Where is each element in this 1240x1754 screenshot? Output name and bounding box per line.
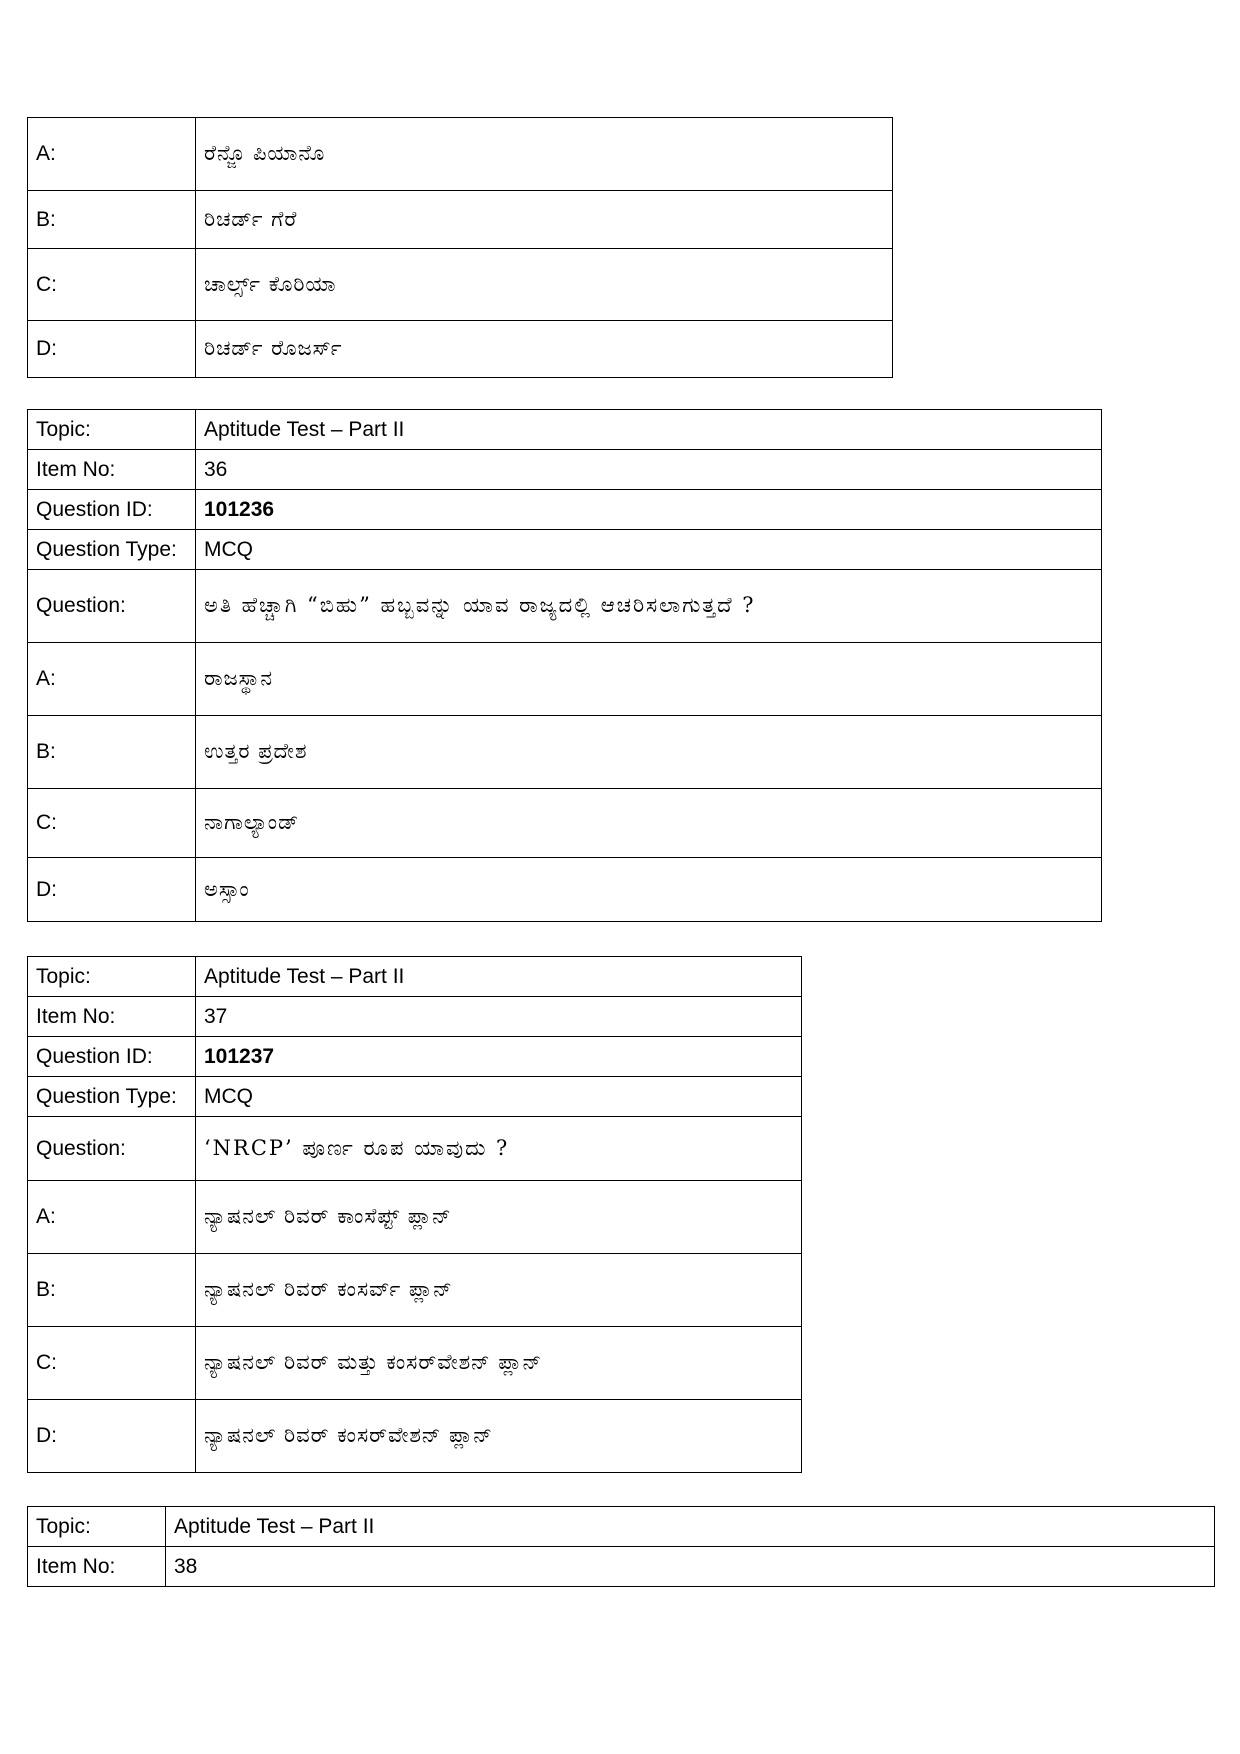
- topic-value: Aptitude Test – Part II: [196, 410, 1102, 450]
- item-no-value: 36: [196, 450, 1102, 490]
- question-label: Question:: [28, 570, 196, 643]
- question-type-label: Question Type:: [28, 530, 196, 570]
- question-type-row: [28, 1077, 802, 1117]
- question-type-label: Question Type:: [28, 1077, 196, 1117]
- option-label: D:: [28, 321, 196, 378]
- topic-label: Topic:: [28, 1507, 166, 1547]
- option-label: C:: [28, 789, 196, 858]
- question-36-table: [27, 409, 1102, 922]
- question-text: ‘NRCP’ ಪೂರ್ಣ ರೂಪ ಯಾವುದು ?: [196, 1117, 802, 1181]
- topic-row: [28, 957, 802, 997]
- question-id-row: [28, 1037, 802, 1077]
- option-row-a: [28, 643, 1102, 716]
- item-no-label: Item No:: [28, 450, 196, 490]
- option-text: ನ್ಯಾಷನಲ್ ರಿವರ್ ಕಂಸರ್‌ವೇಶನ್ ಪ್ಲಾನ್: [196, 1400, 802, 1473]
- option-text: ನ್ಯಾಷನಲ್ ರಿವರ್ ಕಾಂಸೆಪ್ಟ್ ಪ್ಲಾನ್: [196, 1181, 802, 1254]
- option-label: A:: [28, 643, 196, 716]
- option-text: ನ್ಯಾಷನಲ್ ರಿವರ್ ಮತ್ತು ಕಂಸರ್‌ವೇಶನ್ ಪ್ಲಾನ್: [196, 1327, 802, 1400]
- item-no-label: Item No:: [28, 1547, 166, 1587]
- option-label: D:: [28, 858, 196, 922]
- topic-value: Aptitude Test – Part II: [196, 957, 802, 997]
- option-text: ರಾಜಸ್ಥಾನ: [196, 643, 1102, 716]
- question-type-value: MCQ: [196, 530, 1102, 570]
- question-id-row: [28, 490, 1102, 530]
- option-label: B:: [28, 716, 196, 789]
- question-row: [28, 570, 1102, 643]
- option-text: ಅಸ್ಸಾಂ: [196, 858, 1102, 922]
- option-label: C:: [28, 1327, 196, 1400]
- option-row-b: [28, 191, 893, 249]
- option-label: C:: [28, 249, 196, 321]
- option-row-d: [28, 1400, 802, 1473]
- option-row-d: [28, 858, 1102, 922]
- item-no-row: [28, 997, 802, 1037]
- option-text: ರೆನ್ಜೊ ಪಿಯಾನೊ: [196, 118, 893, 191]
- option-row-d: [28, 321, 893, 378]
- option-row-c: [28, 789, 1102, 858]
- question-37-table: [27, 956, 802, 1473]
- option-label: A:: [28, 118, 196, 191]
- topic-value: Aptitude Test – Part II: [166, 1507, 1215, 1547]
- option-text: ನ್ಯಾಷನಲ್ ರಿವರ್ ಕಂಸರ್ವ್ ಪ್ಲಾನ್: [196, 1254, 802, 1327]
- item-no-row: [28, 450, 1102, 490]
- option-label: A:: [28, 1181, 196, 1254]
- item-no-row: [28, 1547, 1215, 1587]
- option-text: ಚಾರ್ಲ್ಸ್ ಕೊರಿಯಾ: [196, 249, 893, 321]
- question-row: [28, 1117, 802, 1181]
- question-id-label: Question ID:: [28, 1037, 196, 1077]
- previous-question-options-table: [27, 117, 893, 378]
- question-id-label: Question ID:: [28, 490, 196, 530]
- option-text: ರಿಚರ್ಡ್ ರೊಜರ್ಸ್: [196, 321, 893, 378]
- option-row-b: [28, 716, 1102, 789]
- question-type-value: MCQ: [196, 1077, 802, 1117]
- option-row-c: [28, 1327, 802, 1400]
- option-row-a: [28, 118, 893, 191]
- option-text: ನಾಗಾಲ್ಯಾಂಡ್: [196, 789, 1102, 858]
- option-row-b: [28, 1254, 802, 1327]
- option-row-a: [28, 1181, 802, 1254]
- option-label: D:: [28, 1400, 196, 1473]
- question-label: Question:: [28, 1117, 196, 1181]
- option-label: B:: [28, 1254, 196, 1327]
- topic-row: [28, 410, 1102, 450]
- topic-label: Topic:: [28, 957, 196, 997]
- question-type-row: [28, 530, 1102, 570]
- option-text: ಉತ್ತರ ಪ್ರದೇಶ: [196, 716, 1102, 789]
- question-id-value: 101237: [196, 1037, 802, 1077]
- topic-label: Topic:: [28, 410, 196, 450]
- question-38-table: [27, 1506, 1215, 1587]
- item-no-label: Item No:: [28, 997, 196, 1037]
- topic-row: [28, 1507, 1215, 1547]
- question-text: ಅತಿ ಹೆಚ್ಚಾಗಿ “ಬಿಹು” ಹಬ್ಬವನ್ನು ಯಾವ ರಾಜ್ಯದಲ್ಲಿ ಆಚರಿಸಲಾಗುತ್ತದೆ ?: [196, 570, 1102, 643]
- option-row-c: [28, 249, 893, 321]
- item-no-value: 37: [196, 997, 802, 1037]
- option-text: ರಿಚರ್ಡ್ ಗೆರೆ: [196, 191, 893, 249]
- item-no-value: 38: [166, 1547, 1215, 1587]
- option-label: B:: [28, 191, 196, 249]
- question-id-value: 101236: [196, 490, 1102, 530]
